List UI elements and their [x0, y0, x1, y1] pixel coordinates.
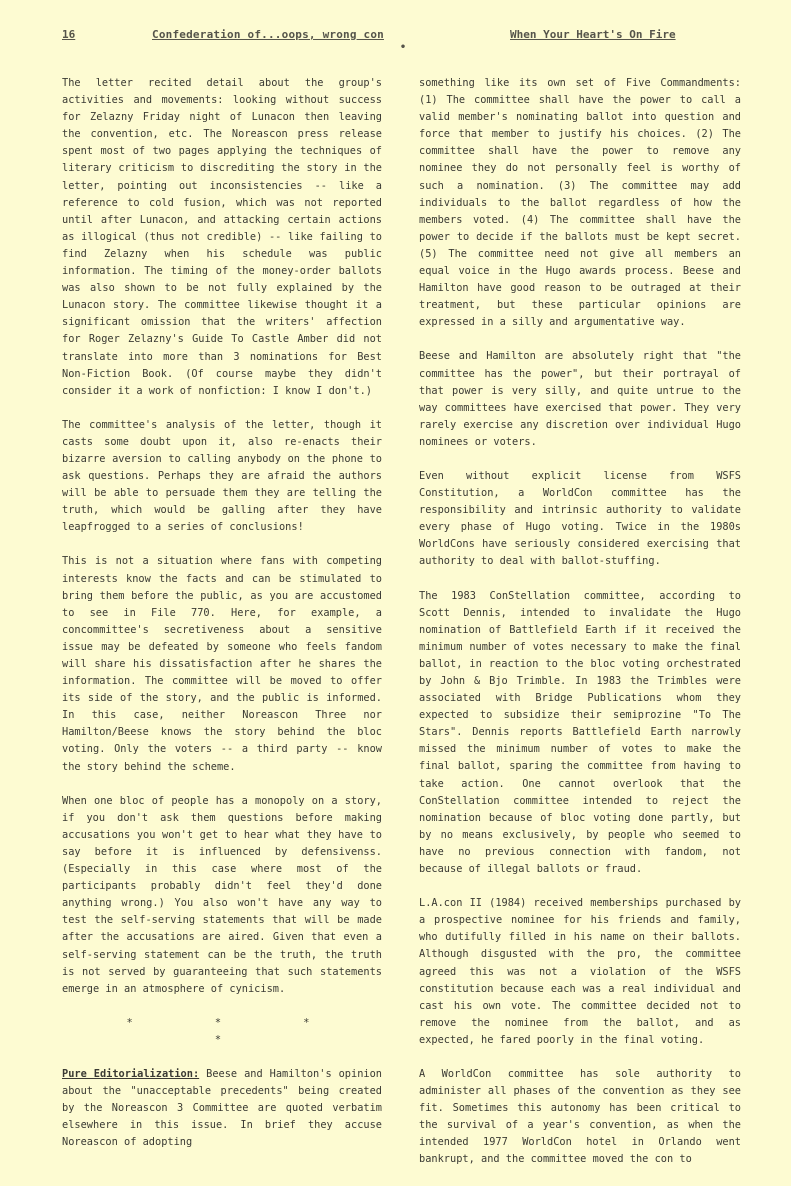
section-divider-stars: * * * *	[126, 1016, 348, 1046]
section-lead: Pure Editorialization:	[62, 1067, 200, 1080]
paragraph: This is not a situation where fans with competing interests know the facts and can be stimulated to bring them before the public, as you are accustomed to see in File 770. Here, for example, a concommittee's secretiveness about a sensitive issue may be defeated by someone who feels fandom will share his dissatisfaction after he shares the information. The committee will be moved to offer its side of the story, and the public is informed. In this case, neither Noreascon Three nor Hamilton/Beese knows the story behind the bloc voting. Only the voters -- a third party -- know the story behind the scheme.	[62, 555, 382, 773]
paragraph: The letter recited detail about the group's activities and movements: looking without success for Zelazny Friday night of Lunacon then leaving the convention, etc. The Noreascon press release spent most of two pages applying the techniques of literary criticism to discrediting the story in the letter, pointing out inconsistencies -- like a reference to cold fusion, which was not reported until after Lunacon, and attacking certain actions as illogical (thus not credible) -- like failing to find Zelazny when his schedule was public information. The timing of the money-order ballots was also shown to be not fully explained by the Lunacon story. The committee likewise thought it a significant omission that the writers' affection for Roger Zelazny's Guide To Castle Amber did not translate into more than 3 nominations for Best Non-Fiction Book. (Of course maybe they didn't consider it a work of nonfiction: I know I don't.)	[62, 77, 382, 397]
paragraph: When one bloc of people has a monopoly on a story, if you don't ask them questions before making accusations you won't get to hear what they have to say before it is influenced by defensivenss. (Especially in this case where most of the participants probably didn't feel they'd done anything wrong.) You also won't have any way to test the self-serving statements that will be made after the accusations are aired. Given that even a self-serving statement can be the truth, the truth is not served by guaranteeing that such statements emerge in an atmosphere of cynicism.	[62, 794, 382, 995]
right-column	[419, 75, 741, 1186]
paragraph: The 1983 ConStellation committee, according to Scott Dennis, intended to invalidate the Hugo nomination of Battlefield Earth if it received the minimum number of votes necessary to make the final ballot, in reaction to the bloc voting orchestrated by John & Bjo Trimble. In 1983 the Trimbles were associated with Bridge Publications whom they expected to subsidize their semiprozine "To The Stars". Dennis reports Battlefield Earth narrowly missed the minimum number of votes to make the final ballot, sparing the committee from having to take action. One cannot overlook that the ConStellation committee intended to reject the nomination because of bloc voting done partly, but by no means exclusively, by people who seemed to have no previous connection with fandom, not because of illegal ballots or fraud.	[419, 589, 741, 876]
center-mark: •	[400, 42, 407, 53]
paragraph: Even without explicit license from WSFS Constitution, a WorldCon committee has the responsibility and intrinsic authority to validate every phase of Hugo voting. Twice in the 1980s WorldCons have seriously considered exercising that authority to deal with ballot-stuffing.	[419, 469, 741, 568]
paragraph: Beese and Hamilton are absolutely right that "the committee has the power", but their portrayal of that power is very silly, and quite untrue to the way committees have exercised that power. They very rarely exercise any discretion over individual Hugo nominees or voters.	[419, 350, 741, 448]
left-column	[62, 75, 382, 1168]
paragraph: A WorldCon committee has sole authority to administer all phases of the convention as they see fit. Sometimes this autonomy has been critical to the survival of a year's convention, as when the intended 1977 WorldCon hotel in Orlando went bankrupt, and the committee moved the con to	[419, 1067, 741, 1166]
left-running-title: Confederation of...oops, wrong con	[152, 28, 384, 41]
paragraph: L.A.con II (1984) received memberships purchased by a prospective nominee for his friends and family, who dutifully filled in his name on their ballots. Although disgusted with the pro, the committee agreed this was not a violation of the WSFS constitution because each was a real individual and cast his own vote. The committee decided not to remove the nominee from the ballot, and as expected, he fared poorly in the final voting.	[419, 897, 741, 1046]
paragraph	[62, 1066, 382, 1151]
page-header	[58, 28, 747, 53]
page-number: 16	[62, 28, 76, 41]
paragraph: something like its own set of Five Commandments: (1) The committee shall have the power to call a valid member's nominating ballot into question and force that member to justify his choices. (2) The committee shall have the power to remove any nominee they do not personally feel is worthy of such a nomination. (3) The committee may add individuals to the ballot regardless of how the members voted. (4) The committee shall have the power to decide if the ballots must be kept secret. (5) The committee need not give all members an equal voice in the Hugo awards process. Beese and Hamilton have good reason to be outraged at their treatment, but these particular opinions are expressed in a silly and argumentative way.	[419, 77, 741, 329]
paragraph: The committee's analysis of the letter, though it casts some doubt upon it, also re-enacts their bizarre aversion to calling anybody on the phone to ask questions. Perhaps they are afraid the authors will be able to persuade them they are telling the truth, which would be galling after they have leapfrogged to a series of conclusions!	[62, 418, 382, 534]
right-running-title: When Your Heart's On Fire	[510, 28, 676, 41]
paragraph-text: Beese and Hamilton's opinion about the "unacceptable precedents" being created by the Noreascon 3 Committee are quoted verbatim elsewhere in this issue. In brief they accuse Noreascon of adopting	[62, 1067, 382, 1149]
